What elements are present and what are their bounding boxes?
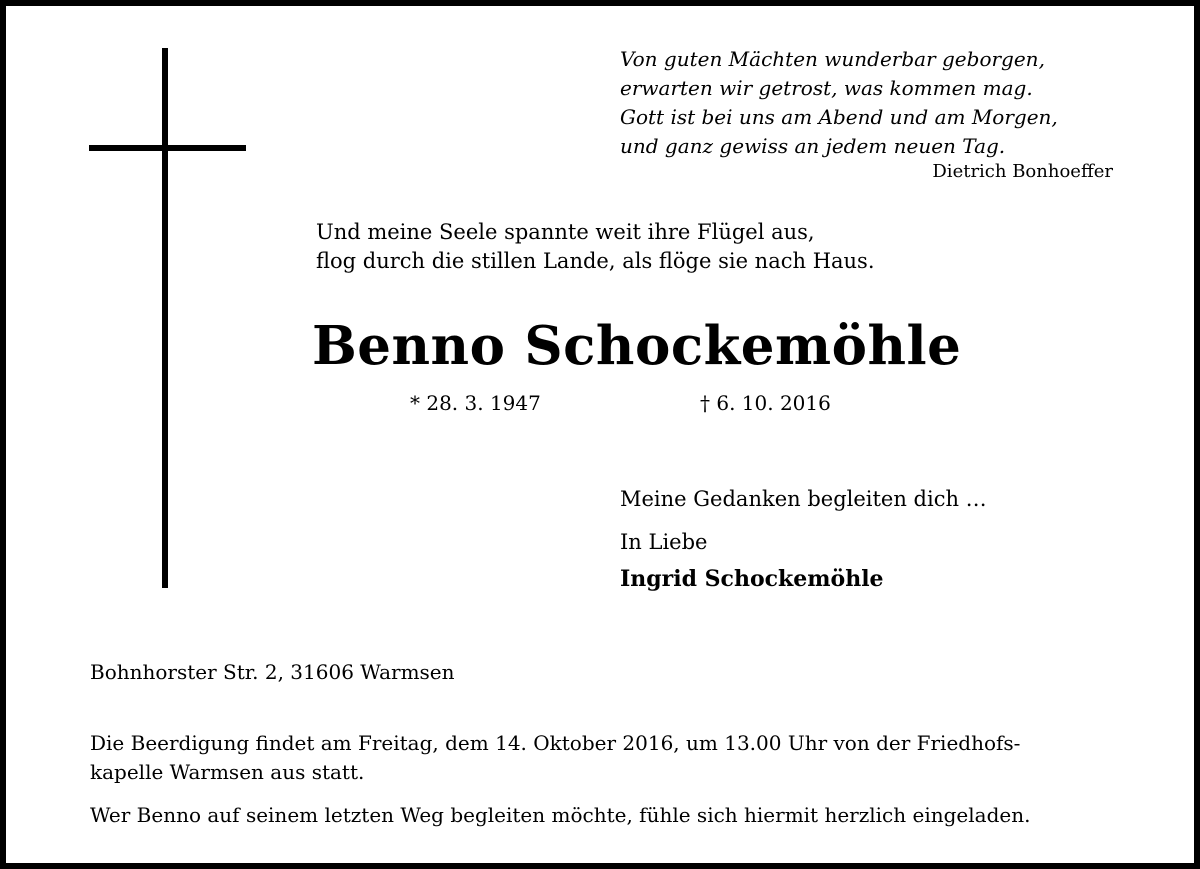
cross-vertical-bar (162, 48, 168, 588)
verse-line: Und meine Seele spannte weit ihre Flügel aus, (316, 220, 815, 244)
death-date: † 6. 10. 2016 (700, 391, 831, 415)
quote-line: Von guten Mächten wunderbar geborgen, (620, 47, 1045, 71)
invitation-text: Wer Benno auf seinem letzten Weg begleiten möchte, fühle sich hiermit herzlich eingeladen. (90, 803, 1031, 827)
funeral-info-line: kapelle Warmsen aus statt. (90, 760, 365, 784)
farewell-closing: In Liebe (620, 530, 708, 554)
address: Bohnhorster Str. 2, 31606 Warmsen (90, 660, 455, 684)
verse-line: flog durch die stillen Lande, als flöge sie nach Haus. (316, 249, 875, 273)
mourner-name: Ingrid Schockemöhle (620, 566, 884, 592)
cross-horizontal-bar (89, 145, 246, 151)
deceased-name: Benno Schockemöhle (312, 315, 962, 377)
quote-author: Dietrich Bonhoeffer (932, 161, 1113, 182)
quote-line: Gott ist bei uns am Abend und am Morgen, (620, 105, 1058, 129)
quote-line: und ganz gewiss an jedem neuen Tag. (620, 134, 1006, 158)
farewell-thoughts: Meine Gedanken begleiten dich … (620, 487, 987, 511)
quote-line: erwarten wir getrost, was kommen mag. (620, 76, 1033, 100)
birth-date: * 28. 3. 1947 (410, 391, 541, 415)
funeral-info-line: Die Beerdigung findet am Freitag, dem 14. Oktober 2016, um 13.00 Uhr von der Friedhofs- (90, 731, 1021, 755)
